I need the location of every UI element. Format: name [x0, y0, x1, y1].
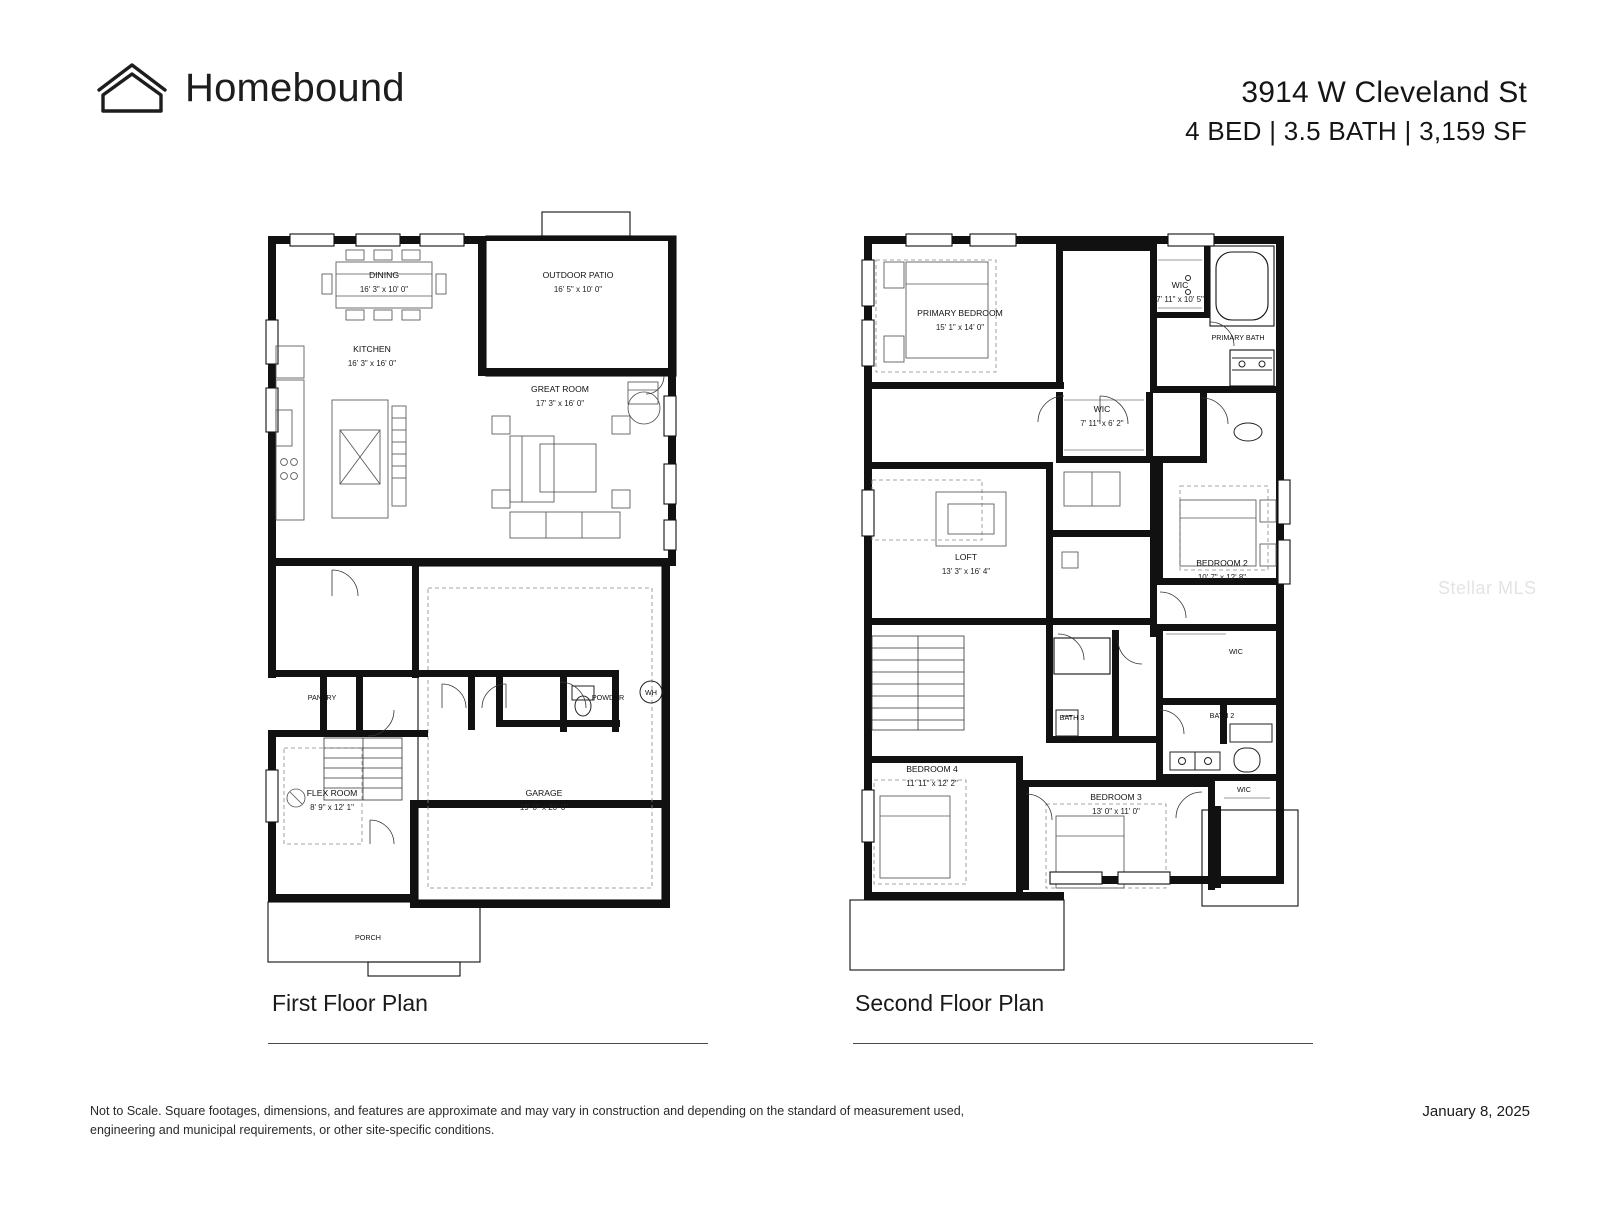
property-address: 3914 W Cleveland St [1241, 76, 1527, 109]
room-label-powder: POWDER [591, 693, 625, 702]
disclaimer-line-1: Not to Scale. Square footages, dimensions, and features are approximate and may vary in construction and depending on the standard of measurement used, [90, 1104, 965, 1118]
room-dims-garage: 19' 0" x 20' 0" [519, 803, 569, 812]
brand-name: Homebound [185, 65, 405, 110]
brand-logo [95, 60, 405, 116]
room-label-dining: DINING [368, 270, 400, 280]
room-label-flex-room: FLEX ROOM [306, 788, 358, 798]
second-floor-plan [850, 200, 1330, 990]
room-dims-flex-room: 8' 9" x 12' 1" [310, 803, 354, 812]
watermark: Stellar MLS [1438, 578, 1537, 598]
room-label-primary-bedroom: PRIMARY BEDROOM [917, 308, 1003, 318]
room-label-wic-second: WIC [1093, 404, 1111, 414]
page-header [95, 60, 1527, 150]
room-label-wic-bed2: WIC [1229, 647, 1243, 656]
first-floor-divider [268, 1043, 708, 1044]
plan-date: January 8, 2025 [1422, 1103, 1530, 1120]
room-dims-bedroom-2: 10' 7" x 12' 8" [1197, 573, 1247, 582]
room-dims-primary-bedroom: 15' 1" x 14' 0" [935, 323, 985, 332]
room-label-wh: WH [645, 688, 657, 697]
property-specs: 4 BED | 3.5 BATH | 3,159 SF [1185, 116, 1527, 146]
room-label-outdoor-patio: OUTDOOR PATIO [542, 270, 614, 280]
room-label-porch: PORCH [355, 933, 381, 942]
disclaimer-line-2: engineering and municipal requirements, or other site-specific conditions. [90, 1123, 495, 1138]
first-floor-plan [260, 200, 730, 990]
room-label-garage: GARAGE [525, 788, 563, 798]
room-label-loft: LOFT [955, 552, 977, 562]
room-dims-great-room: 17' 3" x 16' 0" [535, 399, 585, 408]
second-floor-caption: Second Floor Plan [855, 990, 1045, 1016]
room-label-primary-bath: PRIMARY BATH [1211, 333, 1265, 342]
room-label-bath-3: BATH 3 [1059, 713, 1085, 722]
room-label-kitchen: KITCHEN [353, 344, 391, 354]
room-dims-bedroom-4: 11' 11" x 12' 2" [906, 779, 958, 788]
room-dims-wic-primary: 7' 11" x 10' 5" [1156, 295, 1204, 304]
room-dims-dining: 16' 3" x 10' 0" [359, 285, 409, 294]
property-header [1185, 76, 1527, 147]
room-dims-wic-second: 7' 11" x 6' 2" [1080, 419, 1124, 428]
room-label-wic-primary: WIC [1171, 280, 1189, 290]
room-label-bedroom-3: BEDROOM 3 [1090, 792, 1142, 802]
disclaimer [90, 1102, 990, 1141]
room-label-pantry: PANTRY [307, 693, 337, 702]
first-floor-caption: First Floor Plan [272, 990, 428, 1016]
room-dims-bedroom-3: 13' 0" x 11' 0" [1092, 807, 1140, 816]
room-dims-outdoor-patio: 16' 5" x 10' 0" [553, 285, 603, 294]
room-label-great-room: GREAT ROOM [531, 384, 589, 394]
room-dims-loft: 13' 3" x 16' 4" [941, 567, 991, 576]
room-dims-kitchen: 16' 3" x 16' 0" [347, 359, 397, 368]
second-floor-divider [853, 1043, 1313, 1044]
room-label-bedroom-2: BEDROOM 2 [1196, 558, 1248, 568]
house-outline-icon [95, 60, 169, 116]
room-label-bath-2: BATH 2 [1209, 711, 1235, 720]
room-label-wic-bed3: WIC [1237, 785, 1251, 794]
room-label-bedroom-4: BEDROOM 4 [906, 764, 958, 774]
